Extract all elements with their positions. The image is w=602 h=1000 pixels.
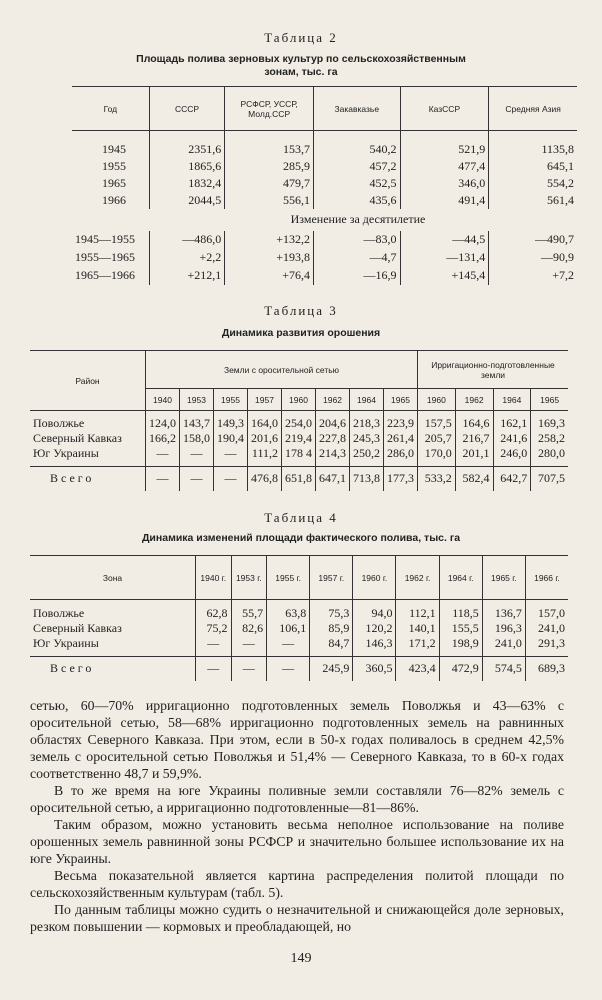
table-row: 1966 2044,5 556,1 435,6 491,4 561,4 xyxy=(72,192,577,209)
table2-caption: Таблица 2 xyxy=(264,30,338,45)
table3 xyxy=(30,350,568,491)
table2-title xyxy=(60,53,542,79)
table-row: 1955 1865,6 285,9 457,2 477,4 645,1 xyxy=(72,158,577,175)
table2-header: Закавказье xyxy=(314,87,401,131)
table-row: Юг Украины — — — 84,7 146,3 171,2 198,9 241,0 291,3 xyxy=(30,636,568,651)
table4-header: 1955 г. xyxy=(267,556,310,600)
table3-group2-header: Ирригационно-подготовленные земли xyxy=(418,351,569,389)
table3-caption: Таблица 3 xyxy=(264,303,338,318)
table2 xyxy=(72,86,577,285)
table-row: 1965—1966 +212,1 +76,4 —16,9 +145,4 +7,2 xyxy=(72,267,577,285)
paragraph: Весьма показательной является картина распределения политой площади по сельскохозяйственным культурам (табл. 5). xyxy=(30,868,564,900)
table3-year-header: 1957 xyxy=(248,389,282,411)
page-number: 149 xyxy=(290,951,312,966)
table3-year-header: 1960 xyxy=(418,389,456,411)
table3-year-header: 1960 xyxy=(282,389,316,411)
table2-header: РСФСР, УССР, Молд.ССР xyxy=(225,87,314,131)
table4-title: Динамика изменений площади фактического полива, тыс. га xyxy=(141,532,461,544)
table-row: Поволжье 62,8 55,7 63,8 75,3 94,0 112,1 118,5 136,7 157,0 xyxy=(30,606,568,621)
paragraph: сетью, 60—70% ирригационно подготовленных земель Поволжья и 43—63% с оросительной сетью, 58—68% ирригационно подготовленных земель на равнинных областях Северного Кавказа. При этом, если в 50-х годах поливалось в среднем 42,5% земель с оросительной сетью Поволжья и 51,4% — Северного Кавказа, то в 60-х годах соответственно 48,7 и 59,9%. xyxy=(30,698,564,781)
table3-year-header: 1940 xyxy=(146,389,180,411)
table4-header: 1957 г. xyxy=(310,556,353,600)
table2-header: СССР xyxy=(149,87,225,131)
table-row-total: Всего — — — 476,8 651,8 647,1 713,8 177,3 533,2 582,4 642,7 707,5 xyxy=(30,467,568,491)
table-row-total: Всего — — — 245,9 360,5 423,4 472,9 574,5 689,3 xyxy=(30,657,568,681)
table-row: Юг Украины — — — 111,2 178 4 214,3 250,2 286,0 170,0 201,1 246,0 280,0 xyxy=(30,446,568,461)
table3-year-header: 1955 xyxy=(214,389,248,411)
table-row: 1945 2351,6 153,7 540,2 521,9 1135,8 xyxy=(72,141,577,158)
table3-year-header: 1964 xyxy=(350,389,384,411)
table4-header: 1962 г. xyxy=(396,556,439,600)
table-row: Северный Кавказ 75,2 82,6 106,1 85,9 120,2 140,1 155,5 196,3 241,0 xyxy=(30,621,568,636)
table3-year-header: 1962 xyxy=(455,389,493,411)
table4-caption: Таблица 4 xyxy=(264,510,338,525)
paragraph: По данным таблицы можно судить о незначительной и снижающейся доле зерновых, резком повышении — кормовых и преобладающей, но xyxy=(30,902,564,934)
body-text xyxy=(30,697,564,935)
table-row: Поволжье 124,0 143,7 149,3 164,0 254,0 204,6 218,3 223,9 157,5 164,6 162,1 169,3 xyxy=(30,416,568,431)
table4-header: 1965 г. xyxy=(482,556,525,600)
table4-header: 1940 г. xyxy=(196,556,232,600)
table2-header: Год xyxy=(72,87,149,131)
table2-title-line2: зонам, тыс. га xyxy=(264,66,338,78)
table2-subheading: Изменение за десятилетие xyxy=(290,212,426,226)
table4-header: Зона xyxy=(30,556,196,600)
table3-group1-header: Земли с оросительной сетью xyxy=(146,351,418,389)
table-row: 1945—1955 —486,0 +132,2 —83,0 —44,5 —490,7 xyxy=(72,231,577,249)
table4-header: 1953 г. xyxy=(231,556,267,600)
table-row: Северный Кавказ 166,2 158,0 190,4 201,6 219,4 227,8 245,3 261,4 205,7 216,7 241,6 258,2 xyxy=(30,431,568,446)
table4-header: 1960 г. xyxy=(353,556,396,600)
table3-year-header: 1965 xyxy=(384,389,418,411)
table4-header: 1964 г. xyxy=(439,556,482,600)
table3-region-header: Район xyxy=(30,351,146,411)
paragraph: Таким образом, можно установить весьма неполное использование на поливе орошенных земель равнинной зоны РСФСР и значительно большее использование их на юге Украины. xyxy=(30,817,564,866)
paragraph: В то же время на юге Украины поливные земли составляли 76—82% земель с оросительной сетью, а ирригационно подготовленные—81—86%. xyxy=(30,783,564,815)
table2-title-line1: Площадь полива зерновых культур по сельскохозяйственным xyxy=(136,53,466,65)
table4 xyxy=(30,555,568,681)
table3-title: Динамика развития орошения xyxy=(221,327,381,339)
table3-year-header: 1953 xyxy=(180,389,214,411)
table3-year-header: 1964 xyxy=(493,389,531,411)
table3-year-header: 1962 xyxy=(316,389,350,411)
table-row: 1955—1965 +2,2 +193,8 —4,7 —131,4 —90,9 xyxy=(72,249,577,267)
table2-header: Средняя Азия xyxy=(489,87,577,131)
table3-year-header: 1965 xyxy=(531,389,568,411)
table-row: 1965 1832,4 479,7 452,5 346,0 554,2 xyxy=(72,175,577,192)
table4-header: 1966 г. xyxy=(525,556,568,600)
table2-header: КазССР xyxy=(400,87,489,131)
